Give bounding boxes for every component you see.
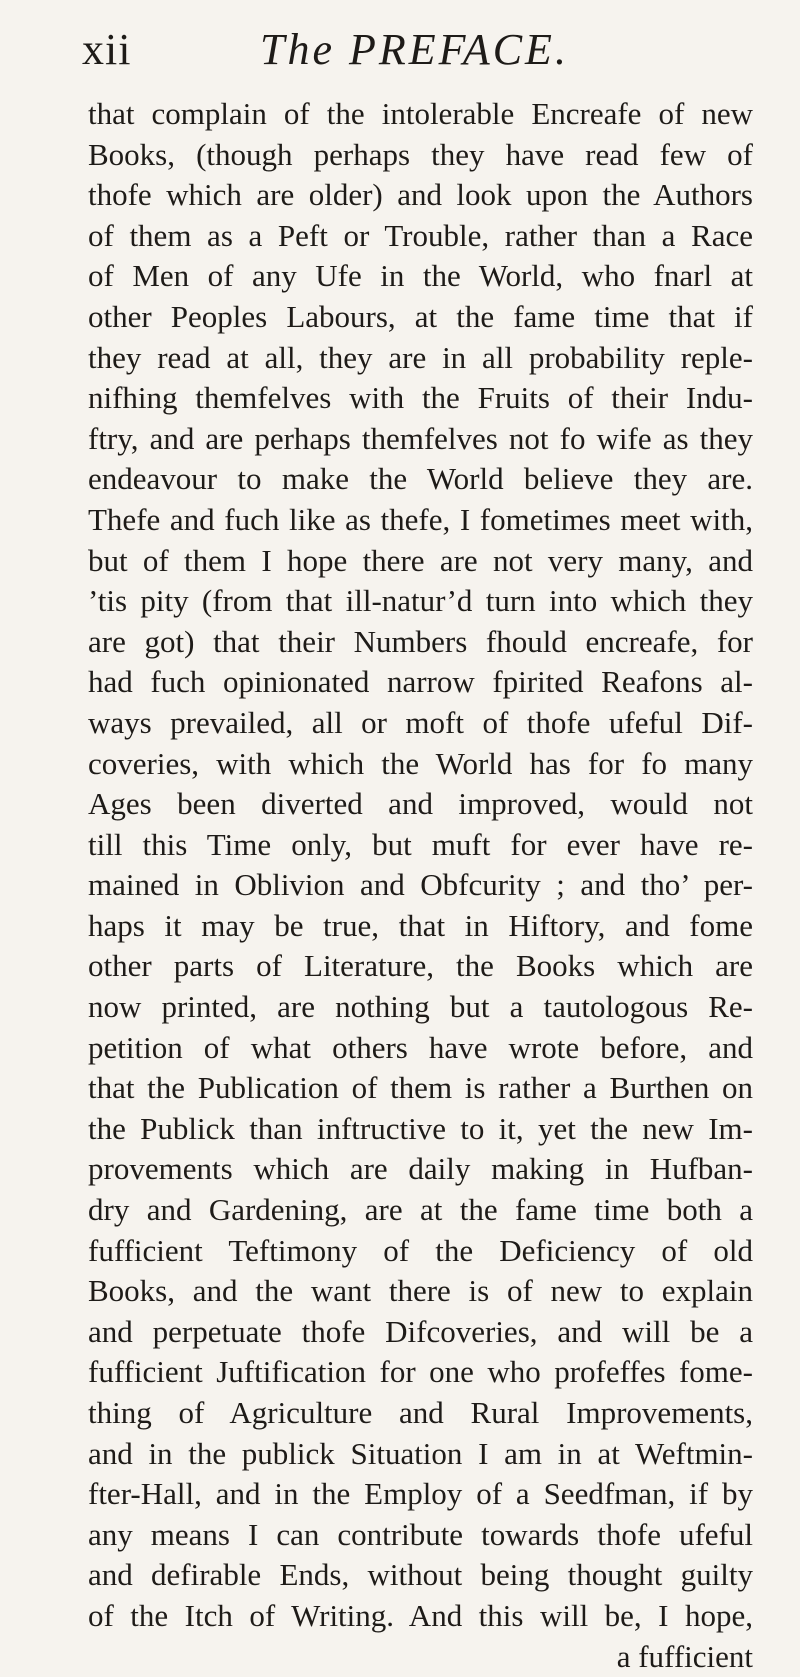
text-line: other parts of Literature, the Books which are (88, 948, 753, 984)
text-line: ftry, and are perhaps themfelves not fo wife as they (88, 420, 753, 456)
text-line: provements which are daily making in Hufban- (88, 1151, 753, 1187)
text-line: till this Time only, but muft for ever have re- (88, 826, 753, 862)
text-line: they read at all, they are in all probability reple- (88, 339, 753, 375)
text-line: petition of what others have wrote before, and (88, 1029, 753, 1065)
text-line: haps it may be true, that in Hiftory, and fome (88, 907, 753, 943)
text-line: but of them I hope there are not very many, and (88, 542, 753, 578)
text-line: other Peoples Labours, at the fame time that if (88, 298, 753, 334)
text-line: and perpetuate thofe Difcoveries, and will be a (88, 1313, 753, 1349)
text-line: and in the publick Situation I am in at Weftmin- (88, 1435, 753, 1471)
text-line: ways prevailed, all or moft of thofe ufeful Dif- (88, 704, 753, 740)
text-line: the Publick than inftructive to it, yet the new Im- (88, 1110, 753, 1146)
body-text (88, 94, 753, 1677)
text-line: that the Publication of them is rather a Burthen on (88, 1070, 753, 1106)
text-line: nifhing themfelves with the Fruits of their Indu- (88, 380, 753, 416)
text-line: that complain of the intolerable Encreafe of new (88, 96, 753, 131)
text-line: fter-Hall, and in the Employ of a Seedfman, if by (88, 1476, 753, 1512)
text-line: ’tis pity (from that ill-natur’d turn into which they (88, 583, 753, 619)
running-head: The PREFACE. (260, 25, 569, 74)
text-line: any means I can contribute towards thofe ufeful (88, 1516, 753, 1552)
text-line: fufficient Juftification for one who profeffes fome- (88, 1354, 753, 1390)
text-line: had fuch opinionated narrow fpirited Reafons al- (88, 664, 753, 700)
text-line: of Men of any Ufe in the World, who fnarl at (88, 258, 753, 294)
text-line: of the Itch of Writing. And this will be, I hope, (88, 1597, 753, 1633)
text-line: thofe which are older) and look upon the Authors (88, 177, 753, 213)
page-header (82, 18, 742, 82)
text-line: endeavour to make the World believe they are. (88, 461, 753, 497)
page-number: xii (82, 25, 132, 74)
text-line: Ages been diverted and improved, would not (88, 786, 753, 822)
text-line: of them as a Peft or Trouble, rather than a Race (88, 217, 753, 253)
text-line: Thefe and fuch like as thefe, I fometimes meet with, (88, 501, 753, 537)
text-line: mained in Oblivion and Obfcurity ; and tho’ per- (88, 867, 753, 903)
text-line: dry and Gardening, are at the fame time both a (88, 1192, 753, 1228)
text-line: thing of Agriculture and Rural Improvements, (88, 1395, 753, 1430)
catchword: a fufficient (616, 1638, 753, 1674)
text-line: and defirable Ends, without being thought guilty (88, 1557, 753, 1593)
text-line: are got) that their Numbers fhould encreafe, for (88, 623, 753, 659)
text-line: fufficient Teftimony of the Deficiency of old (88, 1232, 753, 1268)
text-line: coveries, with which the World has for fo many (88, 745, 753, 781)
text-line: now printed, are nothing but a tautologous Re- (88, 989, 753, 1025)
text-line: Books, and the want there is of new to explain (88, 1273, 753, 1309)
text-line: Books, (though perhaps they have read few of (88, 136, 753, 172)
